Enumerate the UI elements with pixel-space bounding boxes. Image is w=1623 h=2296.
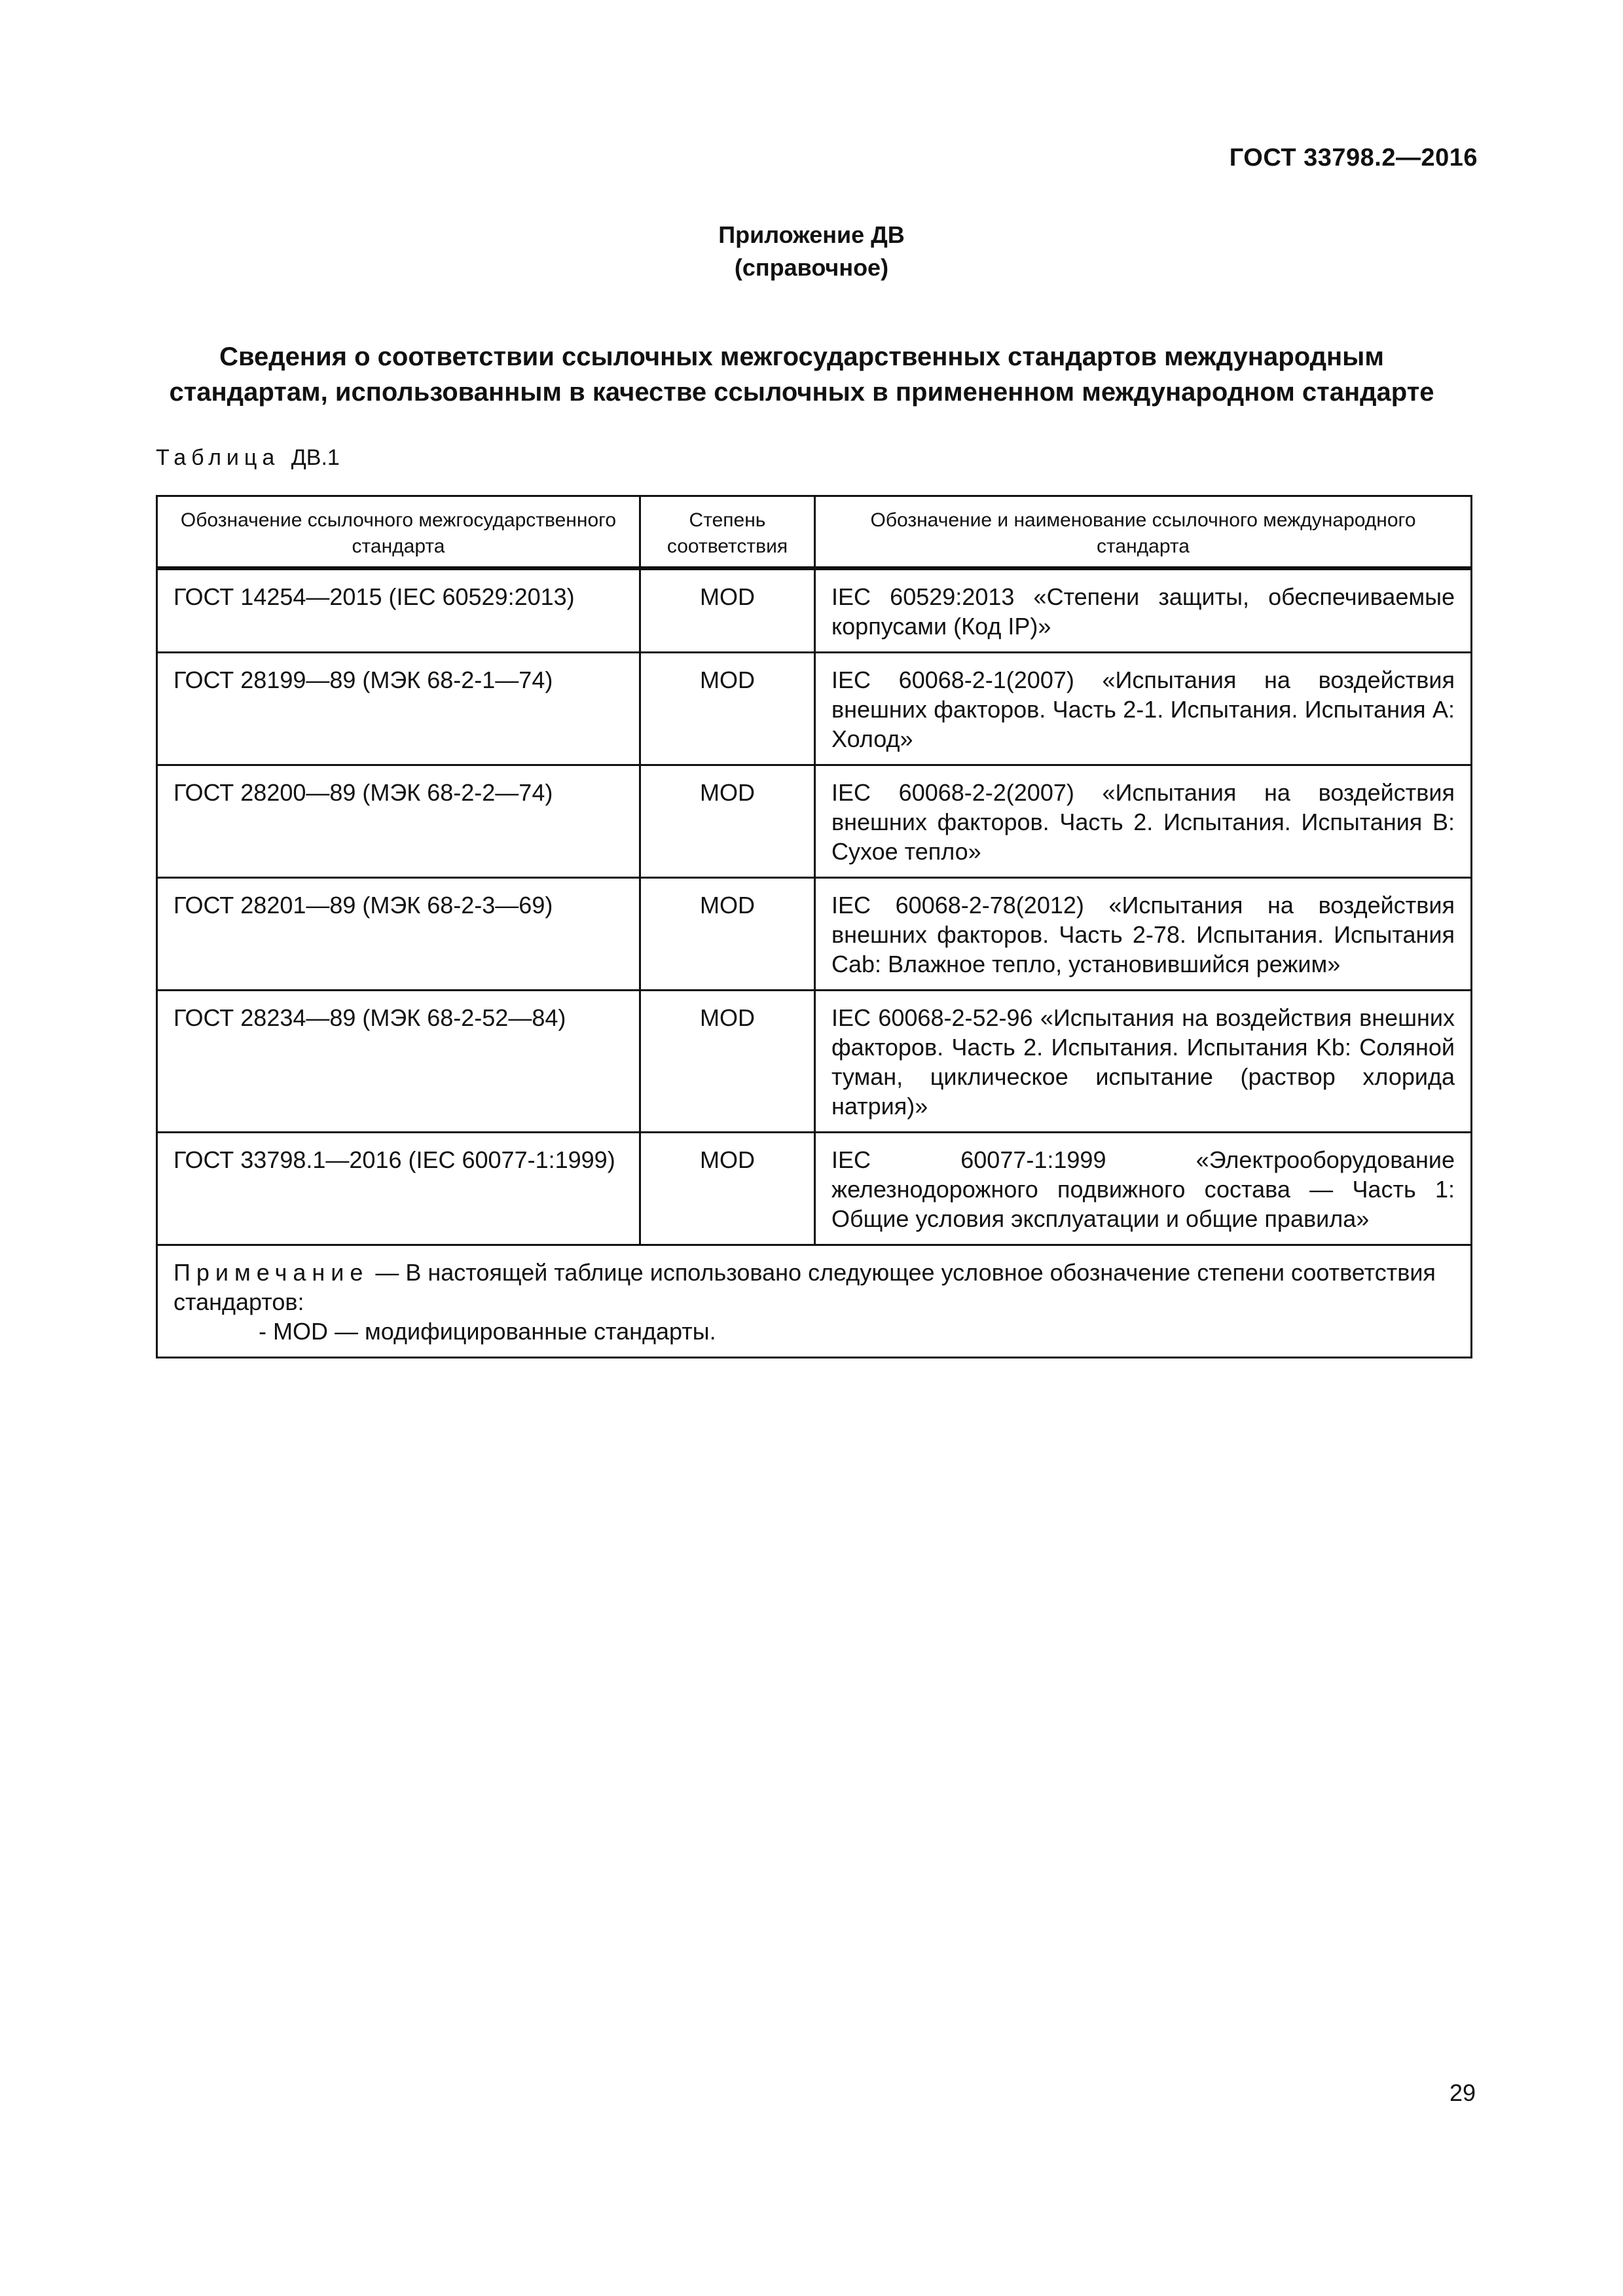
table-row	[157, 991, 1472, 1133]
cell-designation: ГОСТ 28200—89 (МЭК 68-2-2—74)	[157, 765, 640, 878]
table-header-row	[157, 496, 1472, 569]
table-caption-label: Таблица	[156, 445, 280, 470]
table-note-row	[157, 1245, 1472, 1358]
table-row	[157, 765, 1472, 878]
appendix-subtitle: (справочное)	[734, 254, 889, 281]
table-row	[157, 1133, 1472, 1245]
section-heading	[131, 339, 1472, 410]
table-note	[157, 1245, 1472, 1358]
cell-international: IEC 60068-2-1(2007) «Испытания на воздействия внешних факторов. Часть 2-1. Испытания. Испытания А: Холод»	[815, 653, 1472, 765]
cell-international: IEC 60529:2013 «Степени защиты, обеспечиваемые корпусами (Код IP)»	[815, 568, 1472, 653]
column-header-degree: Степень соответствия	[640, 496, 815, 569]
cell-degree: MOD	[640, 568, 815, 653]
section-heading-line-1: Сведения о соответствии ссылочных межгосударственных стандартов международным	[219, 342, 1384, 371]
cell-degree: MOD	[640, 991, 815, 1133]
section-heading-line-2: стандартам, использованным в качестве ссылочных в примененном международном стандарте	[169, 378, 1434, 407]
page-number: 29	[1449, 2079, 1476, 2106]
note-text: — В настоящей таблице использовано следующее условное обозначение степени соответствия стандартов:	[173, 1259, 1436, 1315]
column-header-international: Обозначение и наименование ссылочного международного стандарта	[815, 496, 1472, 569]
appendix-title: Приложение ДВ	[718, 221, 905, 248]
table-caption-number: ДВ.1	[291, 445, 340, 470]
cell-designation: ГОСТ 14254—2015 (IEC 60529:2013)	[157, 568, 640, 653]
table-row	[157, 653, 1472, 765]
cell-degree: MOD	[640, 878, 815, 991]
cell-designation: ГОСТ 28199—89 (МЭК 68-2-1—74)	[157, 653, 640, 765]
cell-designation: ГОСТ 33798.1—2016 (IEC 60077-1:1999)	[157, 1133, 640, 1245]
table-caption	[156, 445, 340, 471]
note-item: - MOD — модифицированные стандарты.	[259, 1318, 716, 1345]
reference-standards-table	[156, 495, 1472, 1358]
table-row	[157, 878, 1472, 991]
document-code: ГОСТ 33798.2—2016	[1229, 144, 1478, 172]
cell-degree: MOD	[640, 653, 815, 765]
cell-degree: MOD	[640, 765, 815, 878]
cell-international: IEC 60077-1:1999 «Электрооборудование железнодорожного подвижного состава — Часть 1: Общие условия эксплуатации и общие правила»	[815, 1133, 1472, 1245]
column-header-designation: Обозначение ссылочного межгосударственного стандарта	[157, 496, 640, 569]
cell-international: IEC 60068-2-52-96 «Испытания на воздействия внешних факторов. Часть 2. Испытания. Испытания Kb: Соляной туман, циклическое испытание (раствор хлорида натрия)»	[815, 991, 1472, 1133]
note-label: Примечание	[173, 1259, 369, 1286]
cell-international: IEC 60068-2-78(2012) «Испытания на воздействия внешних факторов. Часть 2-78. Испытания. Испытания Cab: Влажное тепло, установившийся режим»	[815, 878, 1472, 991]
cell-degree: MOD	[640, 1133, 815, 1245]
table-row	[157, 568, 1472, 653]
cell-designation: ГОСТ 28234—89 (МЭК 68-2-52—84)	[157, 991, 640, 1133]
cell-international: IEC 60068-2-2(2007) «Испытания на воздействия внешних факторов. Часть 2. Испытания. Испытания В: Сухое тепло»	[815, 765, 1472, 878]
cell-designation: ГОСТ 28201—89 (МЭК 68-2-3—69)	[157, 878, 640, 991]
